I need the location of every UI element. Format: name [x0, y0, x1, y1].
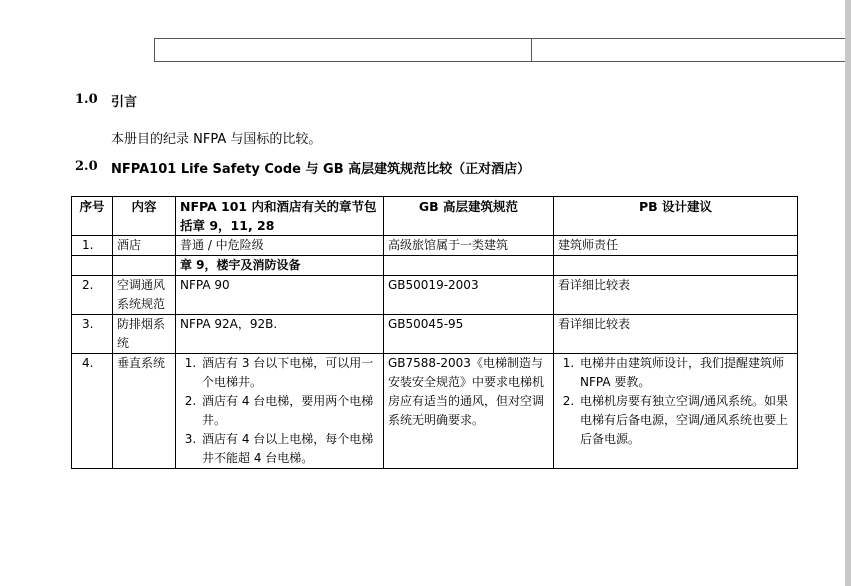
cell-nfpa: NFPA 92A，92B. [176, 315, 384, 354]
cell-subheading: 章 9，楼宇及消防设备 [176, 256, 384, 276]
cell-seq: 3. [72, 315, 113, 354]
table-row [72, 315, 798, 354]
cell-empty [113, 256, 176, 276]
cell-nfpa: 普通 / 中危险级 [176, 236, 384, 256]
cell-pb: 看详细比较表 [554, 276, 798, 315]
comparison-table [71, 196, 798, 469]
header-nfpa: NFPA 101 内和酒店有关的章节包括章 9，11, 28 [176, 197, 384, 236]
cell-nfpa [176, 354, 384, 469]
page-edge [845, 0, 851, 586]
nfpa-list [180, 354, 379, 468]
cell-pb [554, 354, 798, 469]
section-title: NFPA101 Life Safety Code 与 GB 高层建筑规范比较（正对酒店） [111, 162, 531, 177]
table-row [72, 354, 798, 469]
cell-seq: 4. [72, 354, 113, 469]
header-pb: PB 设计建议 [554, 197, 798, 236]
cell-gb: GB7588-2003《电梯制造与安装安全规范》中要求电梯机房应有适当的通风，但对空调系统无明确要求。 [384, 354, 554, 469]
cell-pb: 看详细比较表 [554, 315, 798, 354]
table-row [72, 276, 798, 315]
header-cell [155, 39, 532, 62]
header-seq: 序号 [72, 197, 113, 236]
list-item: 2. 酒店有 4 台电梯，要用两个电梯井。 [200, 392, 379, 430]
intro-paragraph: 本册目的纪录 NFPA 与国标的比较。 [111, 132, 322, 147]
cell-gb: GB50019-2003 [384, 276, 554, 315]
cell-gb: 高级旅馆属于一类建筑 [384, 236, 554, 256]
table-subheading-row [72, 256, 798, 276]
cell-gb: GB50045-95 [384, 315, 554, 354]
header-cell [532, 39, 846, 62]
cell-nfpa: NFPA 90 [176, 276, 384, 315]
table-header-row [72, 197, 798, 236]
table-row [72, 236, 798, 256]
cell-content: 空调通风系统规范 [113, 276, 176, 315]
cell-content: 垂直系统 [113, 354, 176, 469]
section-title: 引言 [111, 95, 138, 110]
cell-content: 酒店 [113, 236, 176, 256]
section-number: 2.0 [75, 159, 98, 174]
cell-empty [72, 256, 113, 276]
cell-empty [554, 256, 798, 276]
list-item: 1. 酒店有 3 台以下电梯，可以用一个电梯井。 [200, 354, 379, 392]
cell-content: 防排烟系统 [113, 315, 176, 354]
list-item: 1. 电梯井由建筑师设计，我们提醒建筑师 NFPA 要教。 [578, 354, 793, 392]
section-number: 1.0 [75, 92, 98, 107]
cell-empty [384, 256, 554, 276]
list-item: 3. 酒店有 4 台以上电梯，每个电梯井不能超 4 台电梯。 [200, 430, 379, 468]
cell-seq: 1. [72, 236, 113, 256]
cell-pb: 建筑师责任 [554, 236, 798, 256]
cell-seq: 2. [72, 276, 113, 315]
list-item: 2. 电梯机房要有独立空调/通风系统。如果电梯有后备电源，空调/通风系统也要上后备电源。 [578, 392, 793, 449]
header-table-fragment [154, 38, 846, 62]
header-content: 内容 [113, 197, 176, 236]
pb-list [558, 354, 793, 449]
header-gb: GB 高层建筑规范 [384, 197, 554, 236]
